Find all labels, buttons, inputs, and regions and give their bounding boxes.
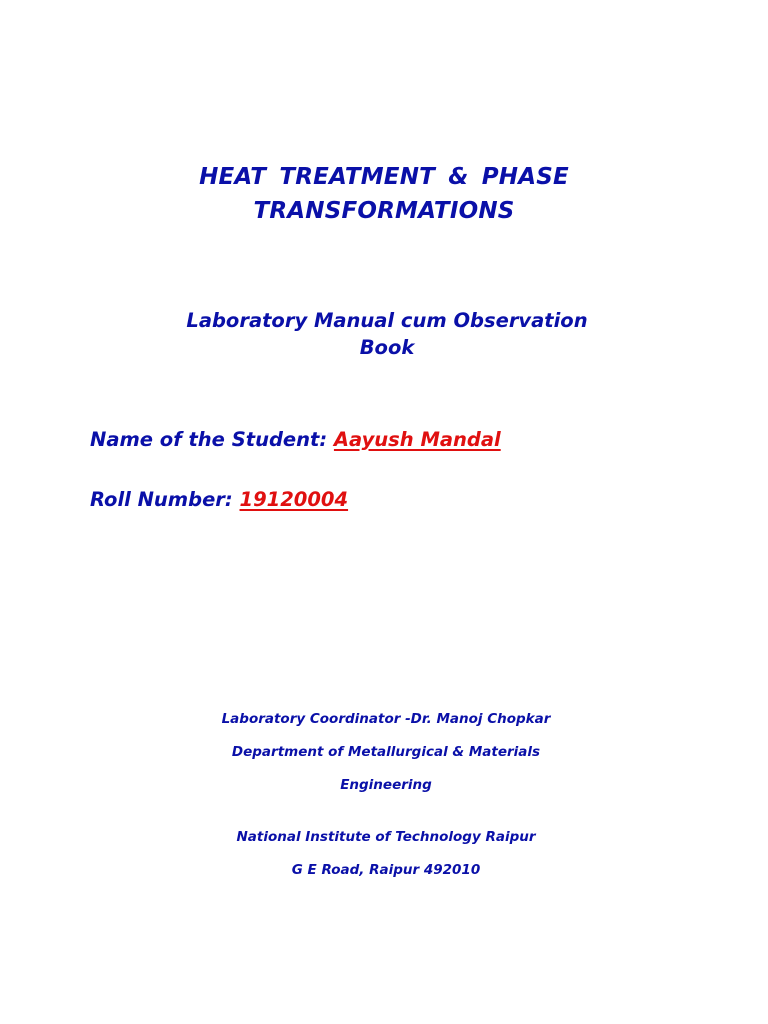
laboratory-coordinator: Laboratory Coordinator -Dr. Manoj Chopkar [221, 711, 551, 727]
institute-address: G E Road, Raipur 492010 [291, 862, 481, 878]
roll-number-label: Roll Number: [90, 488, 240, 511]
document-subtitle-line-1: Laboratory Manual cum Observation [186, 309, 588, 332]
department-line-2: Engineering [340, 777, 432, 793]
document-title-line-2: TRANSFORMATIONS [253, 198, 515, 224]
student-name-field [90, 426, 501, 454]
document-subtitle-line-2: Book [359, 336, 415, 359]
document-title-line-1: HEAT TREATMENT & PHASE [199, 164, 569, 190]
student-name-value: Aayush Mandal [333, 428, 501, 451]
roll-number-value: 19120004 [239, 488, 349, 511]
department-line-1: Department of Metallurgical & Materials [231, 744, 541, 760]
student-name-label: Name of the Student: [90, 428, 334, 451]
roll-number-field [90, 486, 348, 514]
institute-name: National Institute of Technology Raipur [236, 829, 536, 845]
